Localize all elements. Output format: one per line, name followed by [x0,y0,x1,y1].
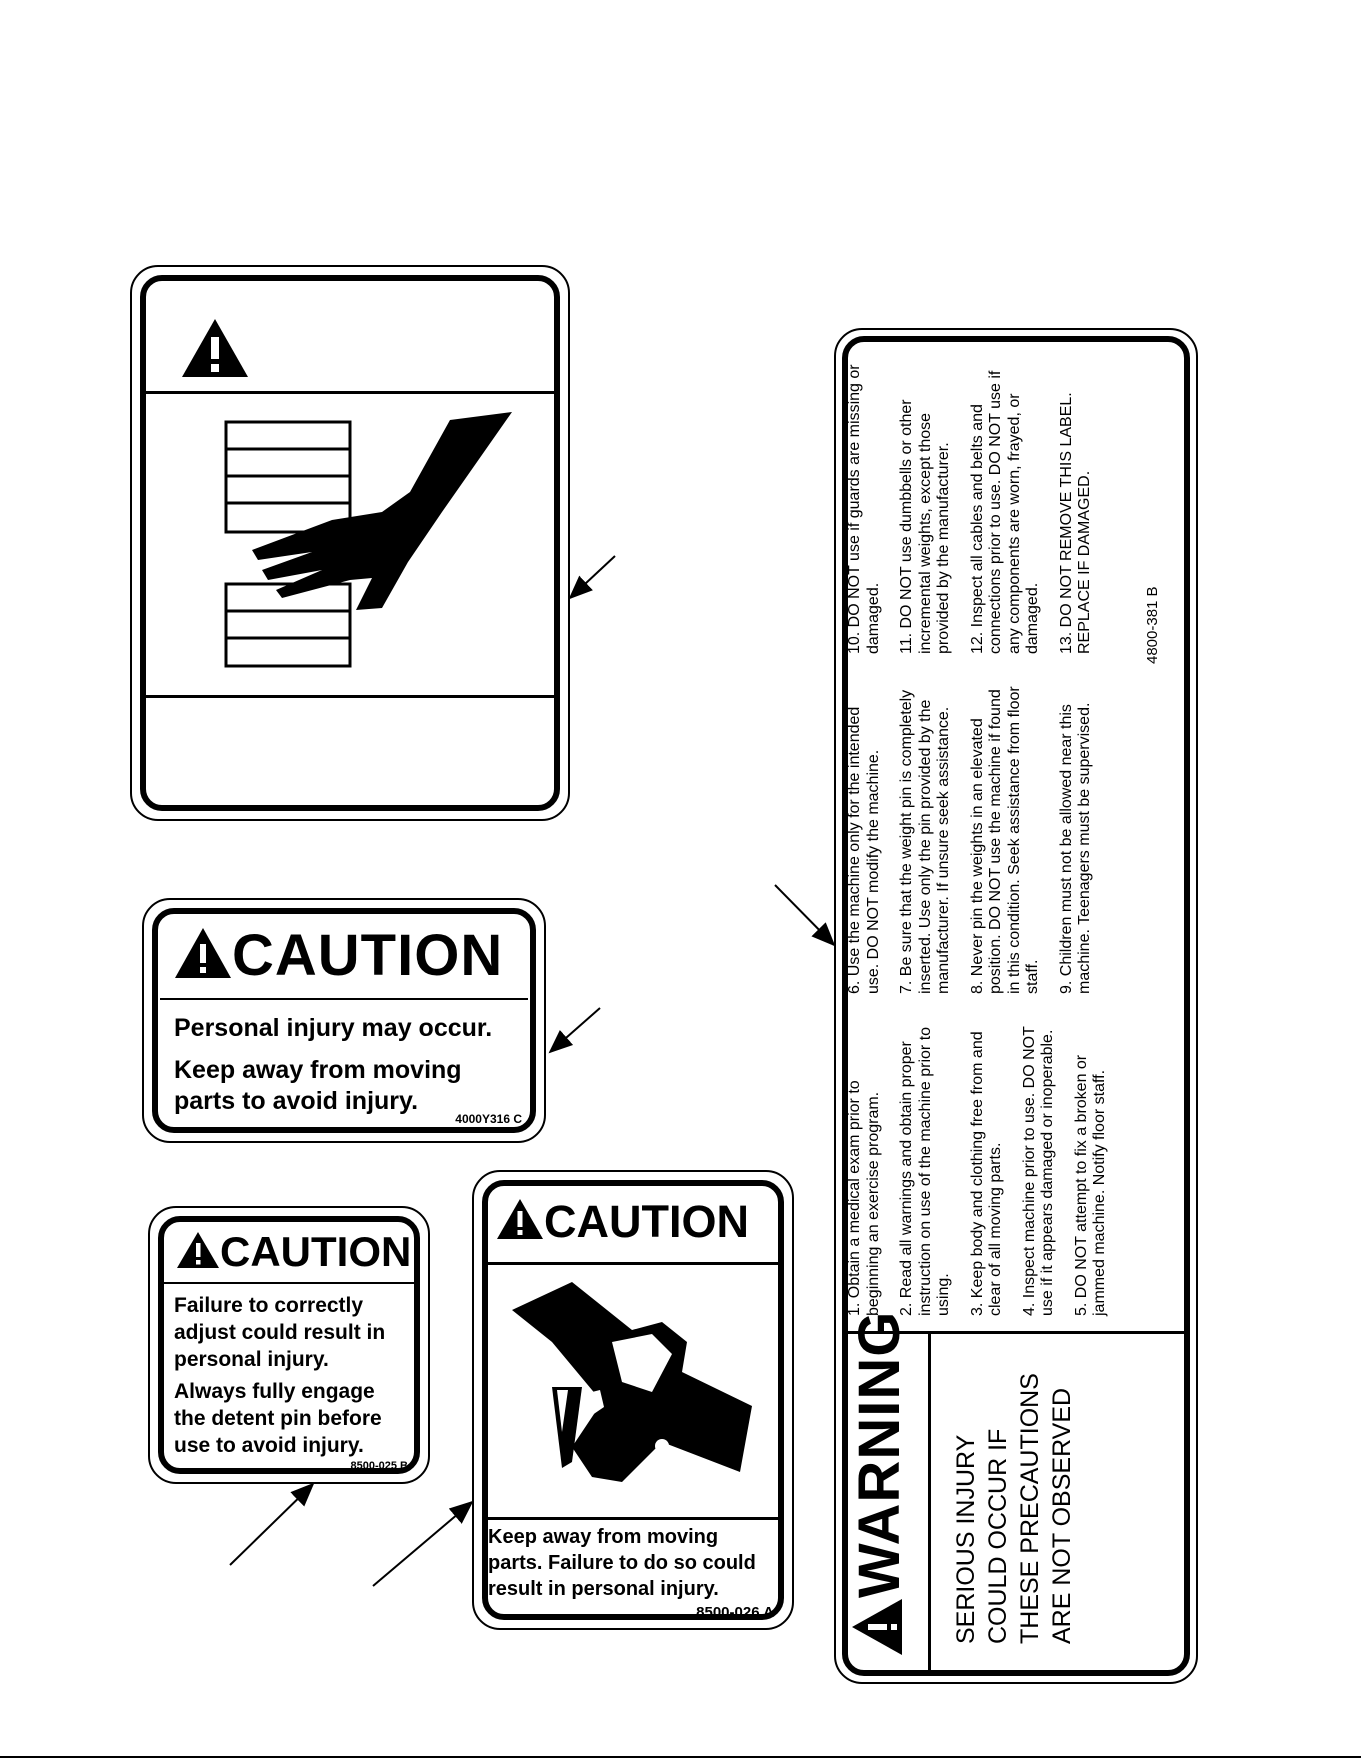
precaution-item: 4. Inspect machine prior to use. DO NOT use if it appears damaged or inoperable. [1020,1026,1056,1316]
caution-title: CAUTION [174,922,503,989]
precaution-item: 7. Be sure that the weight pin is completely inserted. Use only the pin provided by the manufacturer. If unsure seek assistance. [898,689,952,994]
caution-line: personal injury. [174,1348,329,1371]
precaution-item: 12. Inspect all cables and belts and connections prior to use. DO NOT use if any components are worn, frayed, or damaged. [968,370,1041,654]
caution-line-2b: parts to avoid injury. [174,1087,419,1115]
precaution-item: 3. Keep body and clothing free from and clear of all moving parts. [968,1031,1004,1316]
caution-line: parts. Failure to do so could [488,1552,756,1574]
arrow-to-caution-3 [373,1502,472,1586]
warning-title: WARNING [846,1311,913,1656]
caution-title: CAUTION [176,1228,411,1276]
precaution-item: 10. DO NOT use if guards are missing or damaged. [846,364,882,654]
label-code: 8500-025 B [350,1460,408,1472]
caution-title: CAUTION [496,1196,749,1248]
precaution-item: 13. DO NOT REMOVE THIS LABEL. REPLACE IF DAMAGED. [1057,392,1093,654]
caution-line: Keep away from moving [488,1526,719,1548]
label-code: 4000Y316 C [455,1112,522,1126]
label-code: 4800-381 B [1144,586,1161,664]
caution-line-2a: Keep away from moving [174,1056,462,1084]
warning-subtitle: SERIOUS INJURY COULD OCCUR IF THESE PRECAUTIONS ARE NOT OBSERVED [952,1373,1076,1644]
arrow-to-pictogram [570,556,615,598]
caution-line: Failure to correctly [174,1294,364,1317]
precaution-item: 5. DO NOT attempt to fix a broken or jammed machine. Notify floor staff. [1072,1054,1108,1316]
caution-line: adjust could result in [174,1321,386,1344]
precaution-item: 9. Children must not be allowed near this machine. Teenagers must be supervised. [1057,702,1093,994]
caution-line: Always fully engage [174,1380,375,1403]
caution-line: result in personal injury. [488,1578,719,1600]
arrow-to-caution-1 [550,1008,600,1052]
precaution-item: 2. Read all warnings and obtain proper instruction on use of the machine prior to using. [898,1026,952,1316]
precaution-item: 1. Obtain a medical exam prior to beginning an exercise program. [846,1080,882,1316]
arrow-to-warning [775,885,834,945]
caution-line: use to avoid injury. [174,1434,364,1457]
arrow-to-caution-2 [230,1484,313,1565]
caution-line-1: Personal injury may occur. [174,1014,493,1042]
precaution-item: 8. Never pin the weights in an elevated position. DO NOT use the machine if found in this condition. Seek assistance from floor staff. [968,686,1041,994]
label-code: 8500-026 A [696,1604,774,1621]
caution-line: the detent pin before [174,1407,382,1430]
precaution-item: 6. Use the machine only for the intended use. DO NOT modify the machine. [846,706,882,994]
precaution-item: 11. DO NOT use dumbbells or other incremental weights, except those provided by the manufacturer. [898,399,952,654]
